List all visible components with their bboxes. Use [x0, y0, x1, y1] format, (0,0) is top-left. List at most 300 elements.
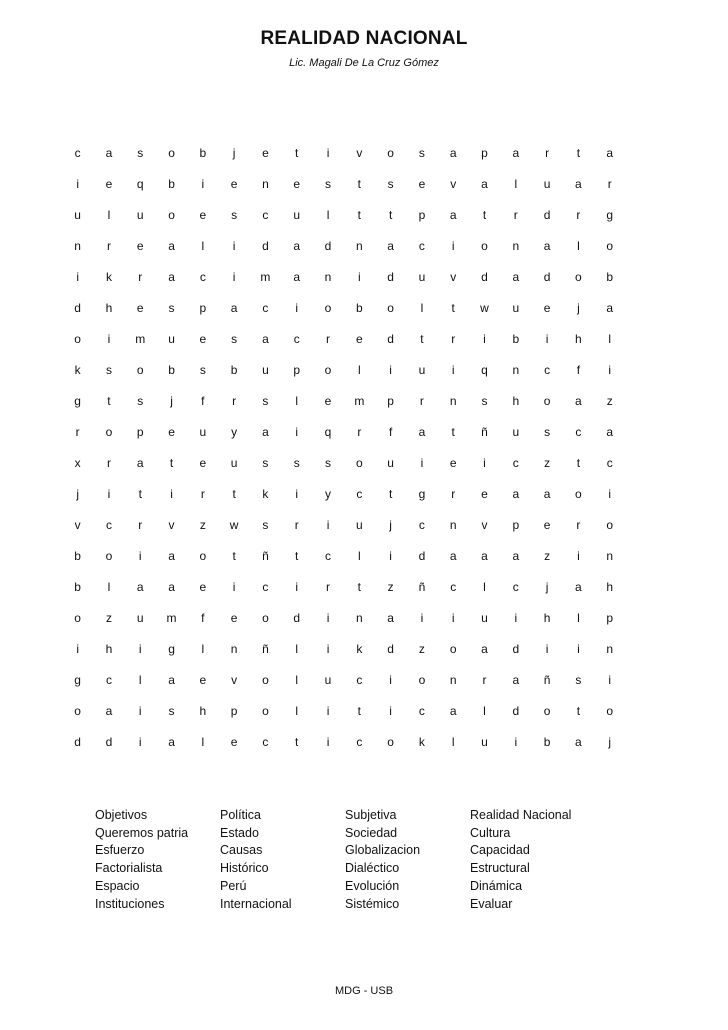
- grid-letter: l: [295, 642, 299, 656]
- grid-letter: n: [355, 611, 363, 625]
- grid-letter: b: [543, 735, 551, 749]
- grid-letter: a: [543, 239, 551, 253]
- grid-letter: t: [388, 208, 393, 222]
- grid-letter: n: [355, 239, 363, 253]
- page-footer: MDG - USB: [334, 985, 394, 997]
- word-list-item: Factorialista: [95, 861, 163, 876]
- grid-letter: i: [514, 611, 518, 625]
- grid-letter: s: [418, 146, 425, 160]
- grid-letter: i: [295, 580, 299, 594]
- grid-letter: l: [201, 642, 205, 656]
- grid-letter: r: [545, 146, 550, 160]
- grid-letter: d: [262, 239, 269, 253]
- grid-letter: k: [74, 363, 81, 377]
- grid-letter: j: [608, 735, 612, 749]
- grid-letter: l: [201, 239, 205, 253]
- grid-letter: a: [105, 704, 113, 718]
- grid-letter: k: [356, 642, 363, 656]
- grid-letter: k: [105, 270, 112, 284]
- grid-letter: i: [545, 642, 549, 656]
- grid-letter: o: [105, 425, 113, 439]
- grid-letter: r: [106, 239, 111, 253]
- grid-letter: i: [232, 239, 236, 253]
- grid-letter: d: [387, 332, 394, 346]
- word-list-item: Sistémico: [345, 896, 400, 911]
- grid-letter: o: [74, 611, 81, 625]
- grid-letter: n: [74, 239, 81, 253]
- grid-letter: p: [199, 301, 207, 315]
- grid-letter: a: [168, 549, 175, 563]
- grid-letter: n: [324, 270, 332, 284]
- grid-letter: r: [513, 208, 518, 222]
- grid-letter: c: [418, 518, 425, 532]
- word-list-item: Estructural: [470, 861, 530, 876]
- grid-letter: o: [324, 363, 332, 377]
- grid-letter: l: [483, 580, 486, 594]
- grid-letter: ñ: [543, 673, 551, 687]
- grid-letter: p: [293, 363, 301, 377]
- grid-letter: v: [168, 518, 175, 532]
- grid-letter: d: [293, 611, 301, 625]
- word-search-grid: [62, 142, 625, 762]
- grid-letter: i: [545, 332, 549, 346]
- grid-letter: i: [326, 611, 330, 625]
- grid-letter: s: [231, 332, 238, 346]
- grid-letter: z: [199, 518, 206, 532]
- grid-letter: z: [105, 611, 112, 625]
- grid-letter: d: [481, 270, 488, 284]
- word-list-item: Instituciones: [95, 896, 165, 911]
- grid-letter: i: [389, 549, 392, 563]
- grid-letter: i: [107, 487, 111, 501]
- grid-letter: i: [420, 611, 424, 625]
- grid-letter: o: [481, 239, 488, 253]
- grid-letter: t: [576, 456, 581, 470]
- grid-letter: i: [138, 642, 142, 656]
- grid-letter: a: [575, 735, 582, 749]
- grid-letter: f: [201, 611, 205, 625]
- grid-letter: t: [357, 704, 361, 718]
- grid-letter: v: [450, 177, 457, 191]
- grid-letter: h: [199, 704, 207, 718]
- grid-letter: r: [75, 425, 80, 439]
- grid-letter: v: [356, 146, 363, 160]
- grid-letter: c: [512, 580, 519, 594]
- grid-letter: o: [606, 239, 614, 253]
- grid-letter: r: [294, 518, 299, 532]
- grid-letter: j: [170, 394, 173, 408]
- grid-letter: o: [606, 704, 614, 718]
- grid-letter: b: [606, 270, 614, 284]
- grid-letter: h: [606, 580, 614, 594]
- grid-letter: r: [138, 518, 143, 532]
- grid-letter: e: [199, 580, 207, 594]
- grid-letter: a: [387, 239, 394, 253]
- grid-letter: e: [199, 208, 207, 222]
- grid-letter: c: [418, 239, 425, 253]
- grid-letter: a: [575, 580, 582, 594]
- grid-letter: n: [512, 239, 520, 253]
- grid-letter: t: [232, 487, 236, 501]
- grid-letter: i: [389, 363, 392, 377]
- grid-letter: a: [168, 239, 175, 253]
- grid-letter: l: [295, 704, 299, 718]
- grid-letter: v: [481, 518, 488, 532]
- grid-letter: q: [481, 363, 488, 377]
- grid-letter: n: [606, 549, 614, 563]
- word-list-item: Sociedad: [345, 825, 398, 840]
- grid-letter: c: [262, 301, 269, 315]
- grid-letter: o: [262, 704, 269, 718]
- grid-letter: s: [199, 363, 206, 377]
- grid-letter: e: [230, 735, 238, 749]
- grid-letter: a: [512, 673, 520, 687]
- grid-letter: d: [512, 704, 520, 718]
- grid-letter: n: [449, 394, 457, 408]
- grid-letter: i: [232, 580, 236, 594]
- grid-letter: l: [420, 301, 424, 315]
- grid-letter: e: [199, 673, 207, 687]
- grid-letter: o: [74, 704, 81, 718]
- grid-letter: e: [543, 301, 551, 315]
- grid-letter: c: [105, 673, 112, 687]
- grid-letter: a: [575, 394, 582, 408]
- grid-letter: w: [480, 301, 489, 315]
- grid-letter: u: [199, 425, 207, 439]
- word-list-item: Capacidad: [470, 843, 530, 858]
- grid-letter: r: [419, 394, 424, 408]
- grid-letter: b: [168, 363, 175, 377]
- grid-letter: i: [357, 270, 361, 284]
- grid-letter: c: [450, 580, 457, 594]
- grid-letter: a: [481, 642, 488, 656]
- grid-letter: f: [576, 363, 581, 377]
- grid-letter: i: [389, 704, 392, 718]
- grid-letter: o: [543, 704, 551, 718]
- grid-letter: o: [449, 642, 457, 656]
- grid-letter: o: [575, 270, 582, 284]
- grid-letter: i: [451, 363, 455, 377]
- grid-letter: l: [483, 704, 486, 718]
- grid-letter: p: [606, 611, 614, 625]
- grid-letter: e: [418, 177, 426, 191]
- grid-letter: a: [512, 487, 520, 501]
- grid-letter: p: [481, 146, 488, 160]
- grid-letter: s: [544, 425, 551, 439]
- grid-letter: e: [230, 611, 238, 625]
- grid-letter: e: [230, 177, 238, 191]
- grid-letter: i: [76, 270, 79, 284]
- grid-letter: r: [326, 580, 331, 594]
- word-list-item: Dinámica: [470, 878, 523, 893]
- author-subtitle: Lic. Magali De La Cruz Gómez: [289, 57, 439, 69]
- grid-letter: l: [577, 611, 580, 625]
- grid-letter: h: [543, 611, 551, 625]
- grid-letter: c: [293, 332, 300, 346]
- grid-letter: u: [324, 673, 332, 687]
- grid-letter: j: [232, 146, 236, 160]
- grid-letter: r: [576, 208, 581, 222]
- grid-letter: d: [324, 239, 332, 253]
- grid-letter: o: [575, 487, 582, 501]
- grid-letter: h: [512, 394, 520, 408]
- grid-letter: i: [138, 735, 142, 749]
- grid-letter: u: [481, 611, 488, 625]
- grid-letter: ñ: [481, 425, 488, 439]
- grid-letter: r: [607, 177, 612, 191]
- grid-letter: u: [74, 208, 81, 222]
- grid-letter: c: [325, 549, 332, 563]
- grid-letter: l: [608, 332, 612, 346]
- grid-letter: n: [449, 518, 457, 532]
- grid-letter: t: [357, 177, 361, 191]
- grid-letter: i: [232, 270, 236, 284]
- grid-letter: l: [357, 549, 361, 563]
- word-list-item: Globalizacion: [345, 843, 421, 858]
- grid-letter: r: [451, 332, 456, 346]
- grid-letter: b: [199, 146, 207, 160]
- grid-letter: i: [451, 611, 455, 625]
- grid-letter: y: [325, 487, 332, 501]
- grid-letter: d: [543, 270, 551, 284]
- grid-letter: n: [230, 642, 238, 656]
- grid-letter: i: [514, 735, 518, 749]
- grid-letter: z: [387, 580, 394, 594]
- grid-letter: l: [577, 239, 580, 253]
- grid-letter: i: [483, 456, 486, 470]
- grid-letter: p: [418, 208, 426, 222]
- grid-letter: u: [136, 208, 144, 222]
- grid-letter: l: [326, 208, 330, 222]
- grid-letter: w: [229, 518, 239, 532]
- grid-letter: o: [387, 146, 394, 160]
- grid-letter: u: [168, 332, 175, 346]
- grid-letter: i: [295, 301, 299, 315]
- grid-letter: i: [608, 673, 612, 687]
- grid-letter: a: [449, 208, 457, 222]
- word-list-column: [95, 807, 220, 913]
- grid-letter: i: [326, 735, 330, 749]
- word-list-column: [470, 807, 610, 913]
- grid-letter: u: [418, 363, 426, 377]
- grid-letter: e: [168, 425, 175, 439]
- grid-letter: c: [575, 425, 582, 439]
- grid-letter: m: [166, 611, 177, 625]
- grid-letter: e: [324, 394, 332, 408]
- grid-letter: t: [420, 332, 424, 346]
- word-list-item: Cultura: [470, 825, 511, 840]
- grid-letter: z: [544, 456, 551, 470]
- grid-letter: e: [481, 487, 488, 501]
- grid-letter: u: [355, 518, 363, 532]
- grid-letter: o: [543, 394, 551, 408]
- grid-letter: i: [608, 363, 612, 377]
- grid-letter: u: [512, 301, 520, 315]
- word-list-item: Causas: [220, 843, 263, 858]
- grid-letter: ñ: [418, 580, 426, 594]
- grid-letter: d: [418, 549, 426, 563]
- grid-letter: e: [136, 239, 144, 253]
- grid-letter: r: [232, 394, 237, 408]
- grid-letter: d: [74, 301, 81, 315]
- grid-letter: e: [543, 518, 551, 532]
- grid-letter: t: [357, 208, 361, 222]
- grid-letter: c: [418, 704, 425, 718]
- grid-letter: s: [137, 146, 144, 160]
- grid-letter: j: [76, 487, 79, 501]
- grid-letter: o: [387, 735, 394, 749]
- word-list-item: Subjetiva: [345, 808, 397, 822]
- word-list-item: Estado: [220, 825, 259, 840]
- grid-letter: g: [74, 394, 81, 408]
- grid-letter: n: [512, 363, 520, 377]
- grid-letter: a: [168, 735, 175, 749]
- grid-letter: r: [482, 673, 487, 687]
- grid-letter: c: [544, 363, 551, 377]
- grid-letter: a: [168, 673, 175, 687]
- grid-letter: i: [326, 518, 330, 532]
- grid-letter: c: [262, 580, 269, 594]
- grid-letter: u: [230, 456, 238, 470]
- grid-letter: b: [355, 301, 363, 315]
- grid-letter: i: [577, 549, 580, 563]
- grid-letter: m: [260, 270, 271, 284]
- grid-letter: ñ: [262, 642, 269, 656]
- grid-letter: s: [168, 704, 175, 718]
- grid-letter: a: [293, 270, 301, 284]
- grid-letter: s: [325, 177, 332, 191]
- grid-letter: i: [76, 177, 79, 191]
- grid-letter: u: [293, 208, 301, 222]
- page-title: REALIDAD NACIONAL: [260, 28, 468, 49]
- word-list-item: Objetivos: [95, 808, 148, 822]
- grid-letter: d: [512, 642, 520, 656]
- grid-letter: l: [357, 363, 361, 377]
- word-list-item: Histórico: [220, 861, 269, 876]
- grid-letter: f: [388, 425, 393, 439]
- grid-letter: o: [387, 301, 394, 315]
- grid-letter: i: [326, 642, 330, 656]
- grid-letter: b: [512, 332, 520, 346]
- grid-letter: a: [606, 146, 614, 160]
- grid-letter: ñ: [262, 549, 269, 563]
- grid-letter: e: [199, 332, 207, 346]
- grid-letter: a: [262, 332, 269, 346]
- grid-letter: a: [449, 549, 457, 563]
- grid-letter: b: [168, 177, 175, 191]
- grid-letter: g: [74, 673, 81, 687]
- grid-letter: a: [105, 146, 113, 160]
- grid-letter: c: [262, 208, 269, 222]
- grid-letter: a: [136, 456, 144, 470]
- grid-letter: a: [387, 611, 394, 625]
- grid-letter: b: [230, 363, 238, 377]
- grid-letter: i: [608, 487, 612, 501]
- word-list-item: Internacional: [220, 896, 292, 911]
- grid-letter: h: [105, 301, 113, 315]
- grid-letter: t: [388, 487, 393, 501]
- grid-letter: a: [512, 549, 520, 563]
- grid-letter: o: [199, 549, 207, 563]
- word-list-item: Política: [220, 808, 261, 822]
- grid-letter: c: [356, 487, 363, 501]
- grid-letter: c: [606, 456, 613, 470]
- grid-letter: i: [76, 642, 79, 656]
- grid-letter: x: [74, 456, 81, 470]
- grid-letter: n: [606, 642, 614, 656]
- grid-letter: j: [577, 301, 580, 315]
- grid-letter: o: [262, 673, 269, 687]
- grid-letter: t: [138, 487, 142, 501]
- grid-letter: q: [324, 425, 332, 439]
- grid-letter: t: [357, 580, 361, 594]
- grid-letter: b: [74, 580, 81, 594]
- grid-letter: a: [543, 487, 551, 501]
- grid-letter: g: [168, 642, 175, 656]
- grid-letter: s: [231, 208, 238, 222]
- grid-letter: s: [262, 518, 269, 532]
- grid-letter: t: [295, 549, 299, 563]
- grid-letter: a: [168, 580, 175, 594]
- grid-letter: n: [262, 177, 269, 191]
- grid-letter: j: [389, 518, 392, 532]
- grid-letter: a: [262, 425, 269, 439]
- grid-letter: k: [262, 487, 269, 501]
- grid-letter: s: [105, 363, 112, 377]
- grid-letter: a: [606, 425, 614, 439]
- word-list-item: Espacio: [95, 878, 140, 893]
- grid-letter: t: [576, 704, 581, 718]
- grid-letter: a: [606, 301, 614, 315]
- grid-letter: v: [231, 673, 238, 687]
- grid-letter: c: [199, 270, 206, 284]
- grid-letter: s: [575, 673, 582, 687]
- grid-letter: a: [512, 270, 520, 284]
- grid-letter: o: [168, 146, 175, 160]
- grid-letter: l: [451, 735, 455, 749]
- grid-letter: i: [295, 487, 299, 501]
- grid-letter: c: [512, 456, 519, 470]
- grid-letter: s: [387, 177, 394, 191]
- grid-letter: l: [514, 177, 518, 191]
- grid-letter: a: [418, 425, 426, 439]
- grid-letter: a: [293, 239, 301, 253]
- word-list-item: Evolución: [345, 878, 400, 893]
- grid-letter: m: [354, 394, 365, 408]
- grid-letter: o: [418, 673, 426, 687]
- grid-letter: r: [576, 518, 581, 532]
- grid-letter: t: [576, 146, 581, 160]
- word-list-item: Esfuerzo: [95, 843, 145, 858]
- word-list-item: Evaluar: [470, 896, 513, 911]
- grid-letter: g: [418, 487, 426, 501]
- grid-letter: v: [450, 270, 457, 284]
- grid-letter: r: [200, 487, 205, 501]
- grid-letter: j: [545, 580, 549, 594]
- grid-letter: u: [512, 425, 520, 439]
- grid-letter: p: [230, 704, 238, 718]
- grid-letter: s: [262, 394, 269, 408]
- grid-letter: p: [512, 518, 520, 532]
- word-list-column: [345, 807, 470, 913]
- grid-letter: i: [389, 673, 392, 687]
- grid-letter: l: [107, 580, 111, 594]
- grid-letter: k: [418, 735, 425, 749]
- grid-letter: a: [449, 146, 457, 160]
- grid-letter: a: [575, 177, 582, 191]
- grid-letter: c: [356, 735, 363, 749]
- grid-letter: h: [105, 642, 113, 656]
